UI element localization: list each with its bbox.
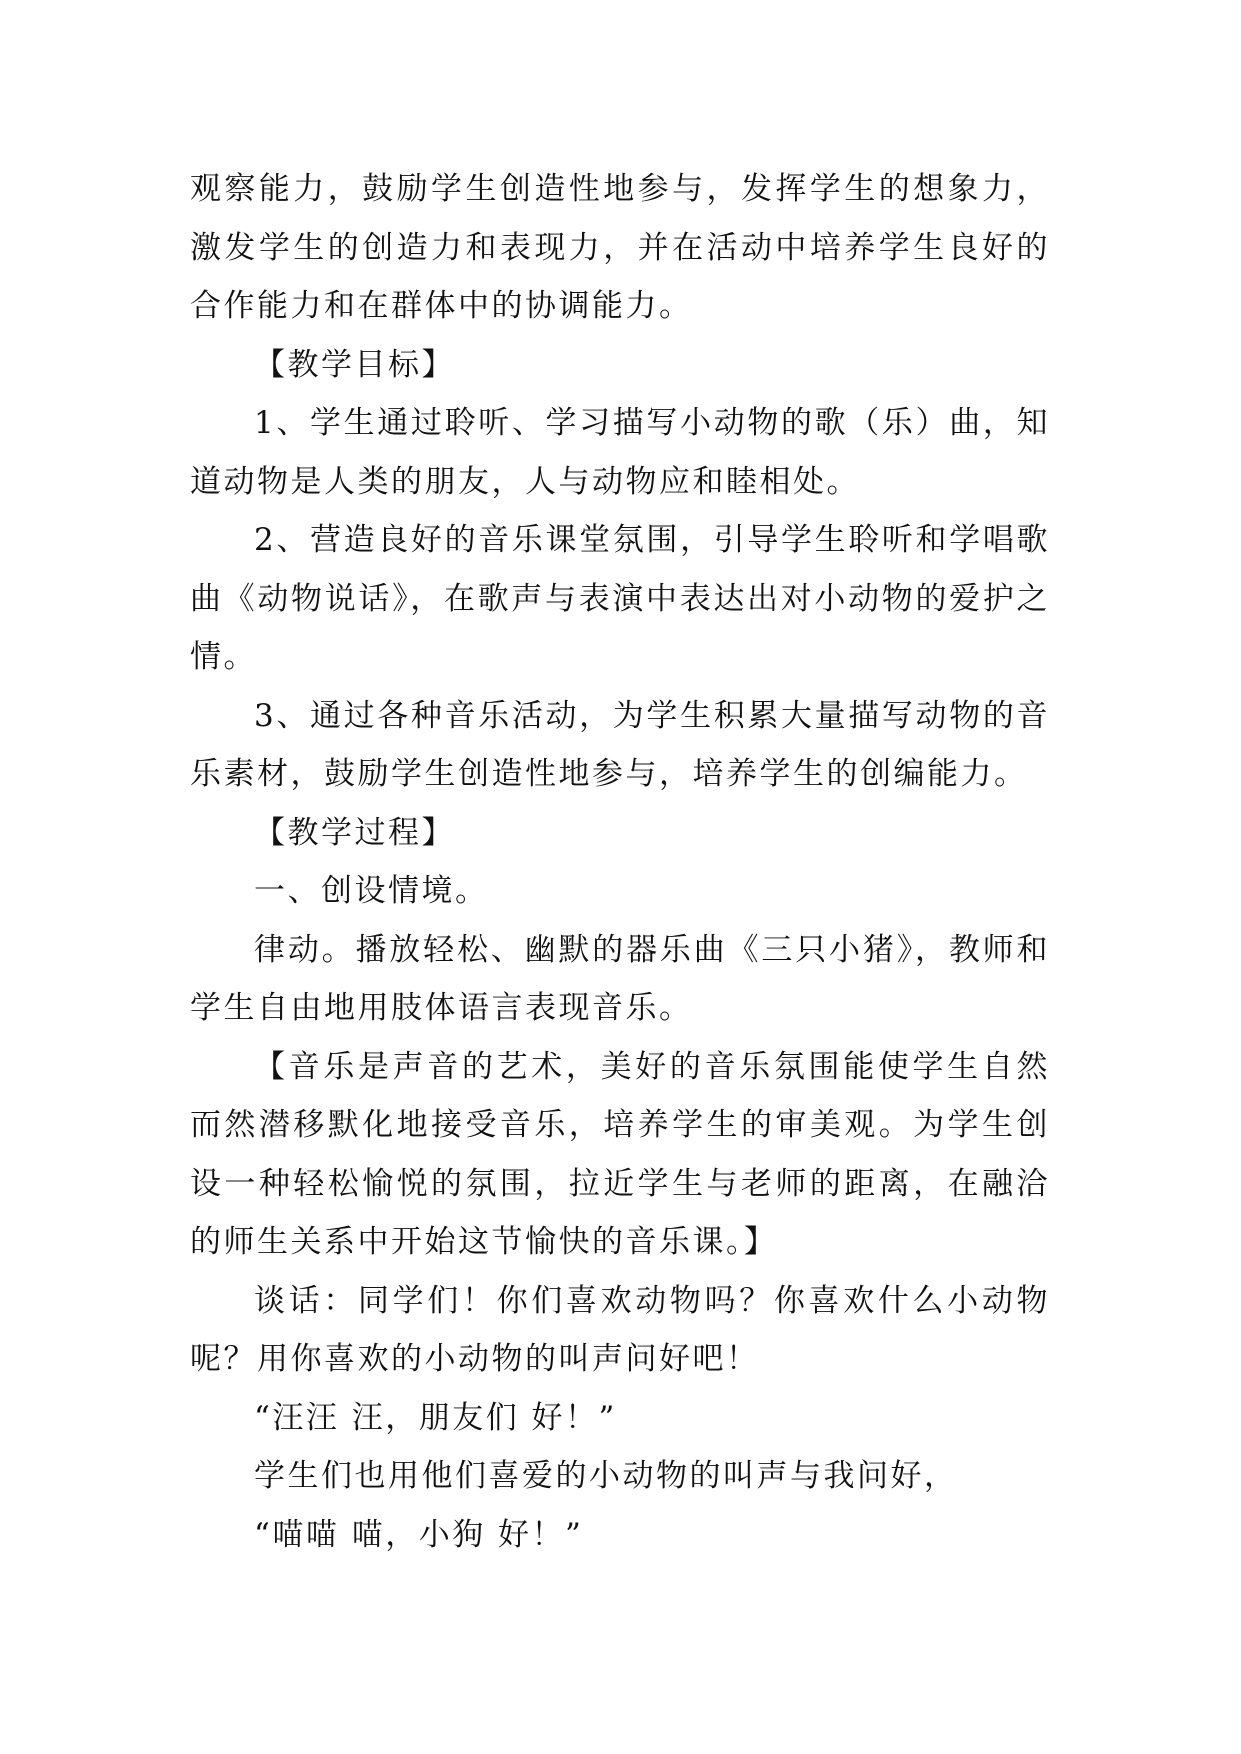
- paragraph-dialogue: 谈话：同学们！你们喜欢动物吗？你喜欢什么小动物呢？用你喜欢的小动物的叫声问好吧！: [190, 1282, 1050, 1377]
- quote-greeting-cat: “喵喵 喵，小狗 好！”: [254, 1516, 584, 1553]
- paragraph-rhythm: 律动。播放轻松、幽默的器乐曲《三只小猪》，教师和学生自由地用肢体语言表现音乐。: [190, 931, 1050, 1026]
- goal-item-3: 3、通过各种音乐活动，为学生积累大量描写动物的音乐素材，鼓励学生创造性地参与，培养学生的创编能力。: [190, 697, 1050, 792]
- section-heading-teaching-goals: 【教学目标】: [254, 346, 455, 383]
- goal-item-1: 1、学生通过聆听、学习描写小动物的歌（乐）曲，知道动物是人类的朋友，人与动物应和睦相处。: [190, 405, 1050, 500]
- goal-item-2: 2、营造良好的音乐课堂氛围，引导学生聆听和学唱歌曲《动物说话》，在歌声与表演中表达出对小动物的爱护之情。: [190, 522, 1050, 675]
- quote-greeting-dog: “汪汪 汪，朋友们 好！”: [254, 1399, 617, 1436]
- document-body: [190, 160, 1050, 1564]
- paragraph-continuation: 观察能力，鼓励学生创造性地参与，发挥学生的想象力，激发学生的创造力和表现力，并在活动中培养学生良好的合作能力和在群体中的协调能力。: [190, 171, 1050, 324]
- section-heading-teaching-process: 【教学过程】: [254, 814, 455, 851]
- paragraph-students-greet: 学生们也用他们喜爱的小动物的叫声与我问好，: [254, 1458, 958, 1494]
- paragraph-commentary: 【音乐是声音的艺术，美好的音乐氛围能使学生自然而然潜移默化地接受音乐，培养学生的审美观。为学生创设一种轻松愉悦的氛围，拉近学生与老师的距离，在融洽的师生关系中开始这节愉快的音乐课。】: [190, 1048, 1050, 1260]
- step-heading-create-scenario: 一、创设情境。: [254, 873, 489, 909]
